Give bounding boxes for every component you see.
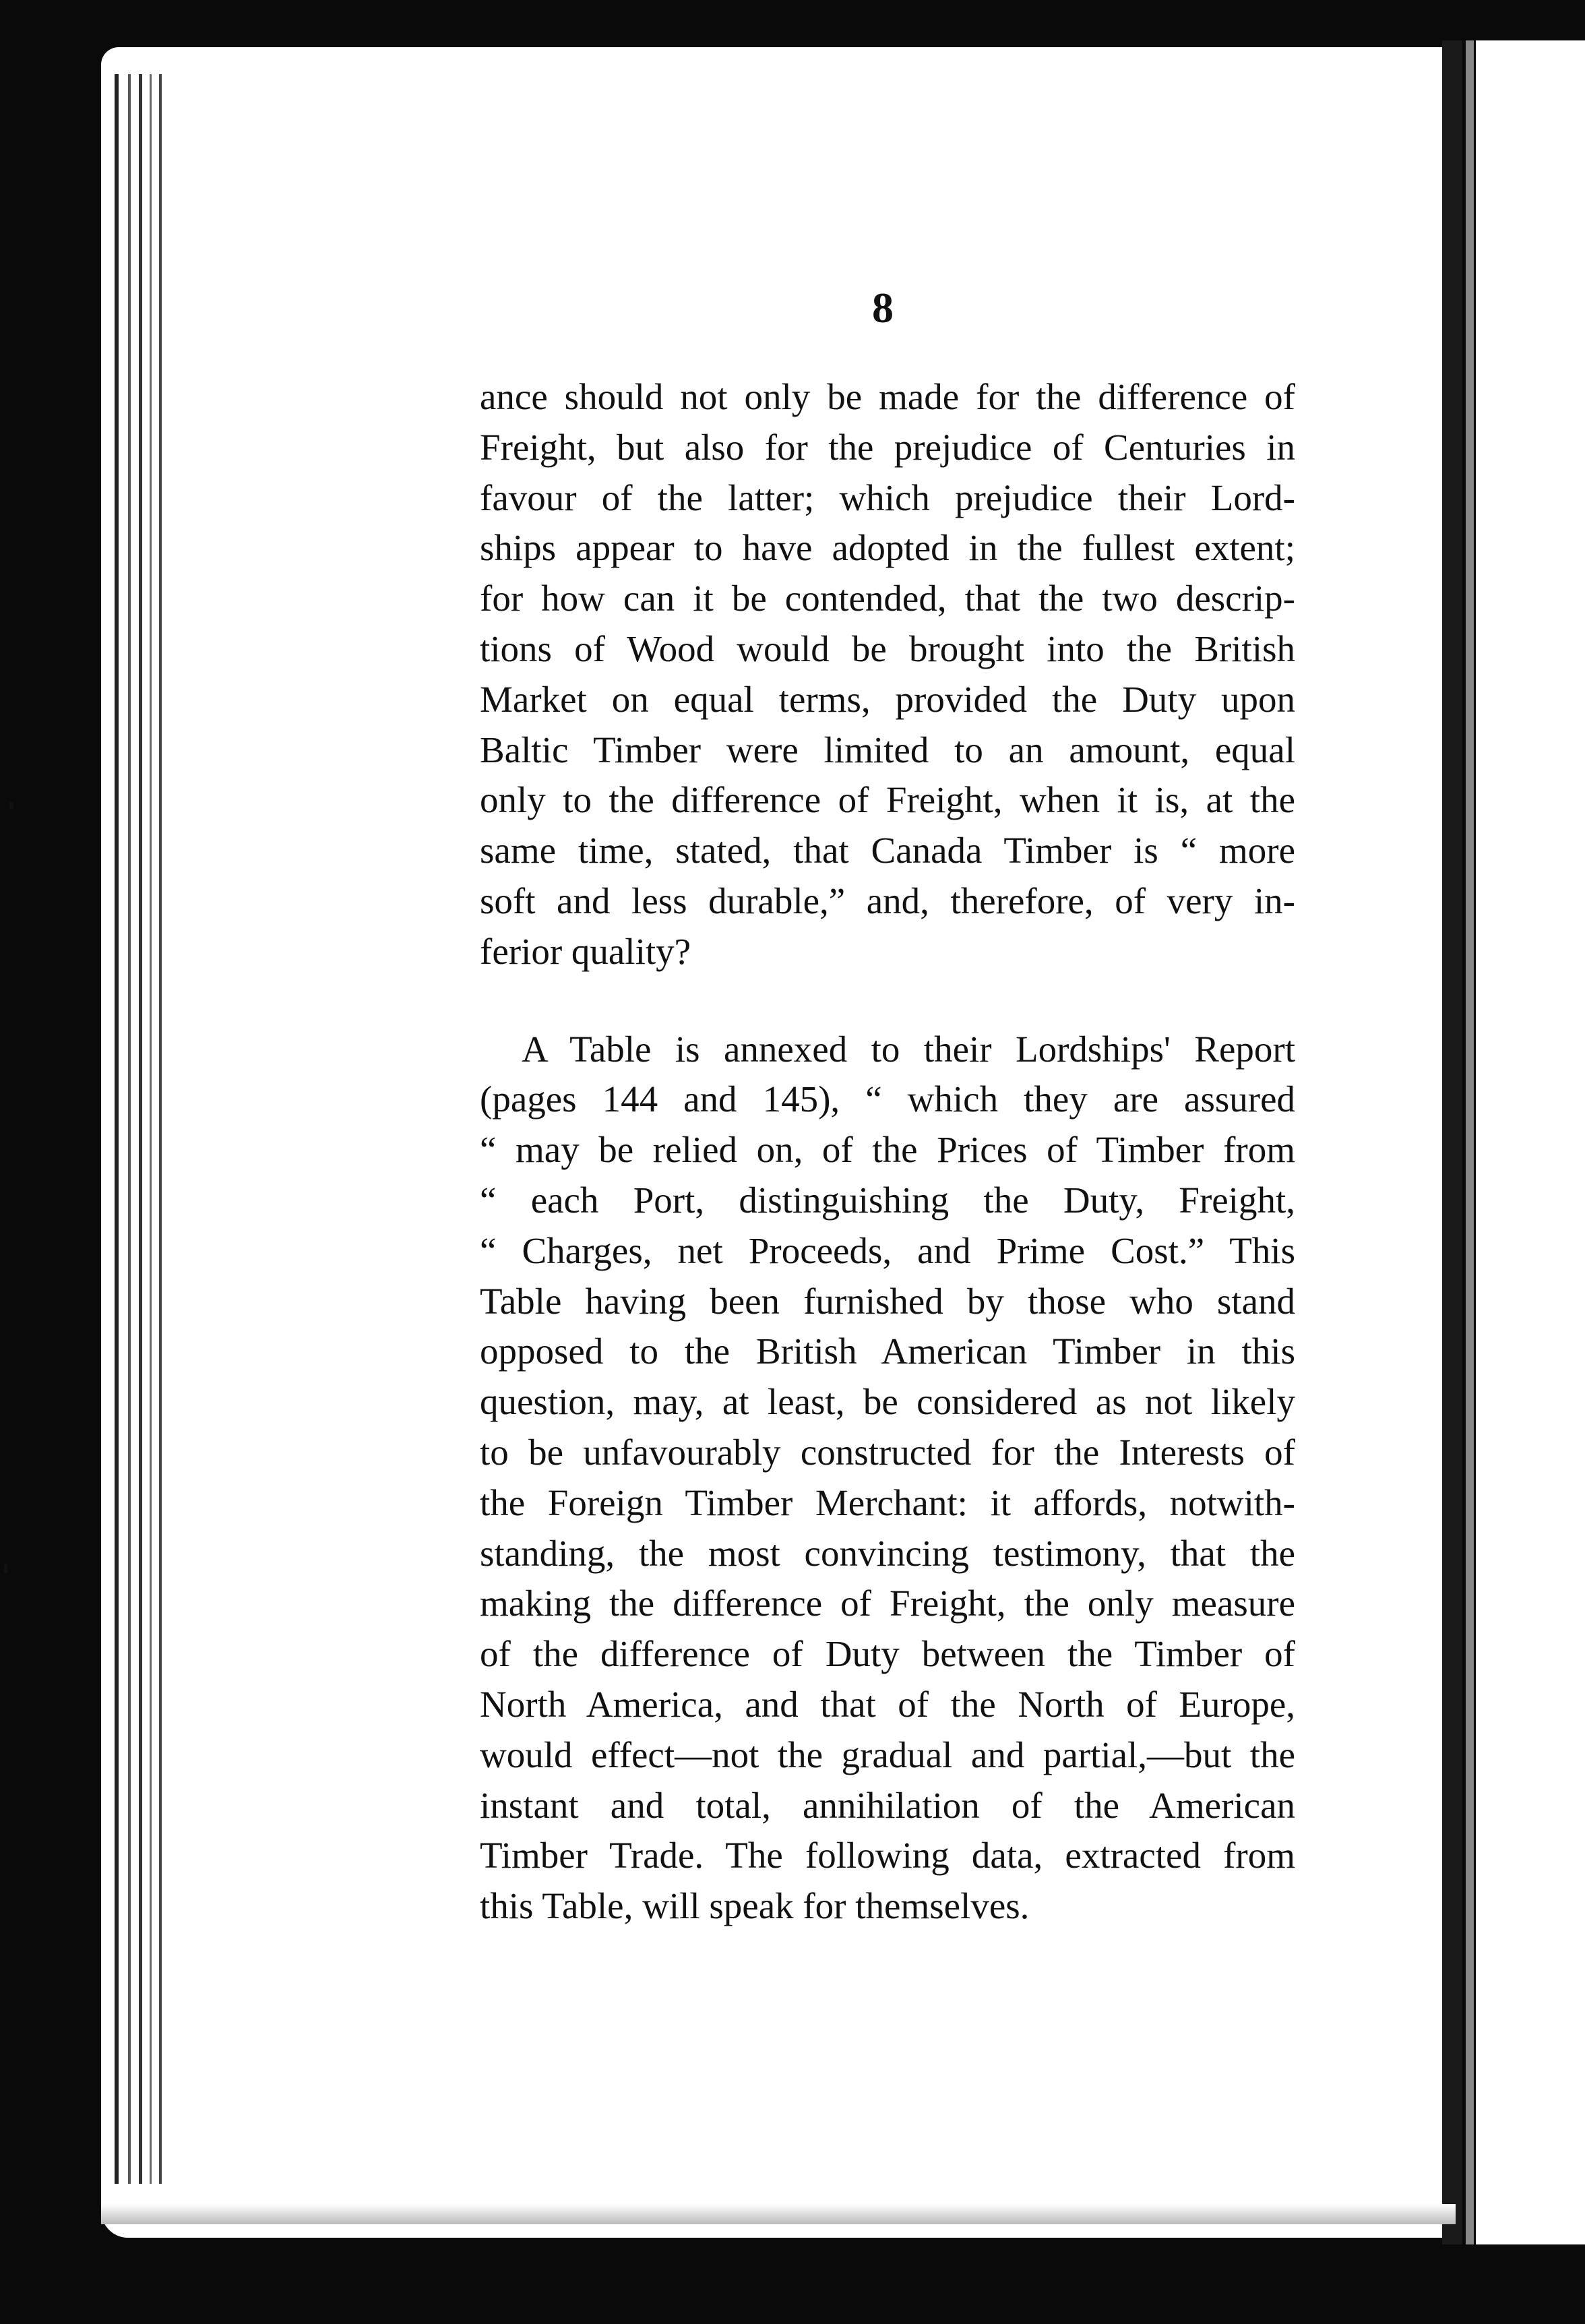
page-edge [139, 74, 142, 2184]
page-edge [115, 74, 119, 2184]
text-line: ance should not only be made for the difference of [480, 376, 1295, 417]
book-gutter [1442, 40, 1462, 2244]
text-line: Freight, but also for the prejudice of Centuries in [480, 426, 1295, 468]
page-number: 8 [872, 284, 894, 332]
text-line: only to the difference of Freight, when it is, at the [480, 779, 1295, 821]
text-line: tions of Wood would be brought into the British [480, 628, 1295, 669]
scan-speck [4, 1564, 7, 1573]
text-line: ships appear to have adopted in the fullest extent; [480, 527, 1295, 569]
text-line: “ may be relied on, of the Prices of Timber from [480, 1129, 1295, 1171]
gutter-edge [1466, 40, 1474, 2244]
body-text [480, 372, 1295, 1932]
text-line: Table having been furnished by those who stand [480, 1280, 1295, 1322]
text-line: opposed to the British American Timber in this [480, 1331, 1295, 1372]
text-line: same time, stated, that Canada Timber is “ more [480, 830, 1295, 872]
page-edge [150, 74, 152, 2184]
text-line: “ each Port, distinguishing the Duty, Freight, [480, 1179, 1295, 1221]
paragraph-2 [480, 1025, 1295, 1932]
text-line: for how can it be contended, that the two descrip- [480, 578, 1295, 619]
text-line: of the difference of Duty between the Timber of [480, 1633, 1295, 1675]
text-line: A Table is annexed to their Lordships' Report [522, 1028, 1295, 1070]
scan-speck [9, 802, 13, 809]
paragraph-1 [480, 372, 1295, 977]
text-line: making the difference of Freight, the only measure [480, 1583, 1295, 1624]
text-line: favour of the latter; which prejudice their Lord- [480, 477, 1295, 518]
text-line: “ Charges, net Proceeds, and Prime Cost.” This [480, 1229, 1295, 1271]
text-line: this Table, will speak for themselves. [480, 1885, 1030, 1927]
text-line: would effect—not the gradual and partial,—but the [480, 1734, 1295, 1775]
text-line: North America, and that of the North of Europe, [480, 1683, 1295, 1725]
text-line: (pages 144 and 145), “ which they are assured [480, 1078, 1295, 1120]
page-bottom-shadow [101, 2204, 1456, 2224]
text-line: ferior quality? [480, 930, 691, 972]
text-line: soft and less durable,” and, therefore, of very in- [480, 880, 1295, 921]
text-line: standing, the most convincing testimony, that the [480, 1532, 1295, 1574]
text-line: the Foreign Timber Merchant: it affords, notwith- [480, 1481, 1295, 1523]
text-line: Market on equal terms, provided the Duty upon [480, 678, 1295, 720]
page-edge [159, 74, 162, 2184]
facing-page-edge [1476, 40, 1585, 2244]
page-edge [128, 74, 131, 2184]
text-line: Timber Trade. The following data, extracted from [480, 1835, 1295, 1876]
text-line: question, may, at least, be considered as not likely [480, 1381, 1295, 1423]
text-line: instant and total, annihilation of the American [480, 1784, 1295, 1826]
text-line: to be unfavourably constructed for the Interests of [480, 1431, 1295, 1473]
text-line: Baltic Timber were limited to an amount, equal [480, 729, 1295, 770]
